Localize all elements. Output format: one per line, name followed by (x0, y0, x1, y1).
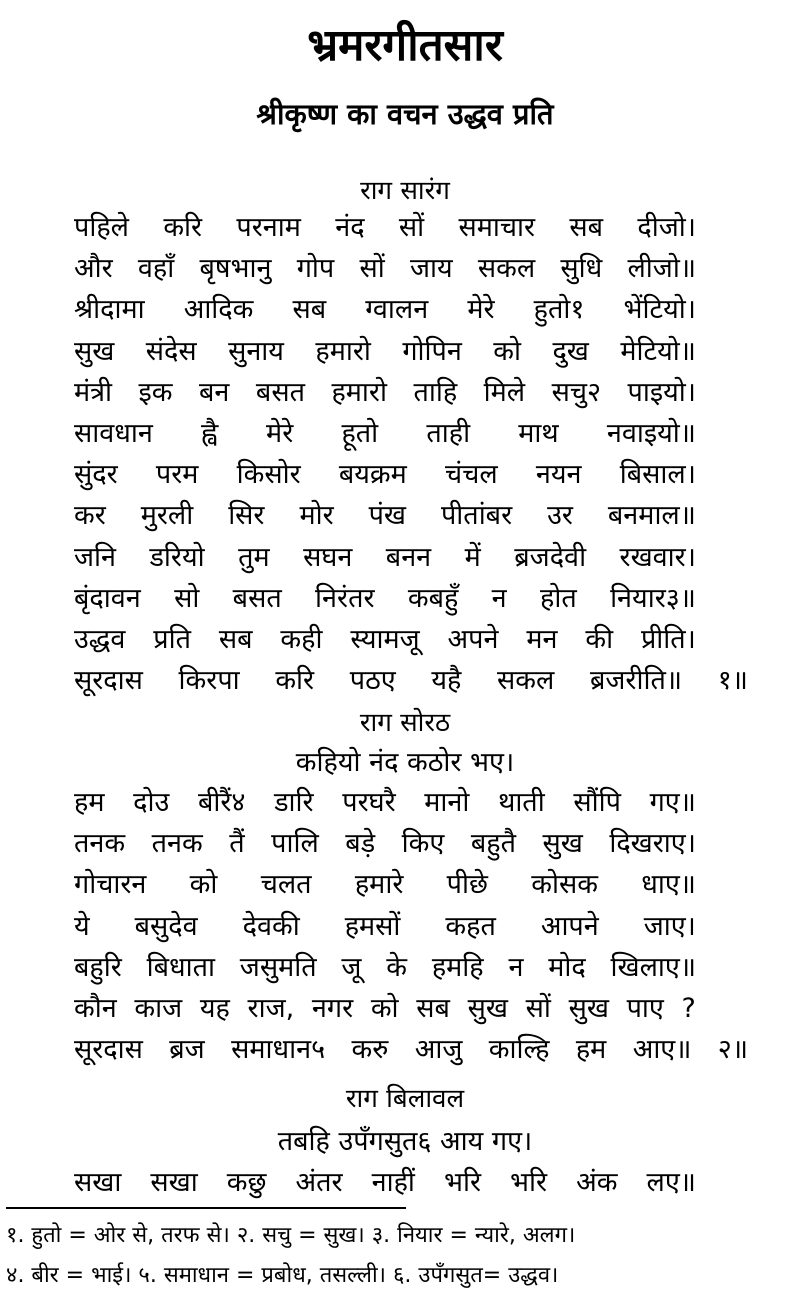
verse-line: गोचारन को चलत हमारे पीछे कोसक धाए॥ (74, 869, 696, 900)
verse-line: सूरदास ब्रज समाधान५ करु आजु काल्हि हम आए॥ २॥ (74, 1034, 748, 1065)
verse-line: तनक तनक तैं पालि बड़े किए बहुतै सुख दिखराए। (74, 828, 696, 859)
verse-line: बहुरि बिधाता जसुमति जू के हमहि न मोद खिलाए॥ (74, 952, 696, 983)
refrain-line: तबहि उपँगसुत६ आय गए। (277, 1126, 533, 1157)
verse-line: कर मुरली सिर मोर पंख पीतांबर उर बनमाल॥ (74, 500, 696, 531)
verse-line: पहिले करि परनाम नंद सों समाचार सब दीजो। (74, 212, 696, 243)
verse-line: कौन काज यह राज, नगर को सब सुख सों सुख पाए ? (74, 993, 696, 1024)
verse-line: सुंदर परम किसोर बयक्रम चंचल नयन बिसाल। (74, 459, 696, 490)
verse-line: सखा सखा कछु अंतर नाहीं भरि भरि अंक लए॥ (74, 1167, 696, 1198)
verse-line: हम दोउ बीरैं४ डारि परघरै मानो थाती सौंपि गए॥ (74, 787, 696, 818)
verse-line: उद्धव प्रति सब कही स्यामजू अपने मन की प्रीति। (74, 624, 696, 655)
raga-heading: राग सारंग (360, 176, 450, 206)
raga-heading: राग बिलावल (345, 1084, 465, 1114)
page-subtitle: श्रीकृष्ण का वचन उद्धव प्रति (256, 97, 554, 131)
page-title: भ्रमरगीतसार (307, 20, 503, 71)
verse-line: बृंदावन सो बसत निरंतर कबहुँ न होत नियार३॥ (74, 583, 696, 614)
footnote-line-1: १. हुतो = ओर से, तरफ से। २. सचु = सुख। ३. नियार = न्यारे, अलग। (6, 1223, 576, 1248)
verse-line: श्रीदामा आदिक सब ग्वालन मेरे हुतो१ भेंटियो। (74, 294, 696, 325)
raga-heading: राग सोरठ (359, 708, 451, 738)
verse-line: मंत्री इक बन बसत हमारो ताहि मिले सचु२ पाइयो। (74, 377, 696, 408)
footnote-line-2: ४. बीर = भाई। ५. समाधान = प्रबोध, तसल्ली। ६. उपँगसुत= उद्धव। (6, 1263, 559, 1288)
verse-line: जनि डरियो तुम सघन बनन में ब्रजदेवी रखवार। (74, 542, 696, 573)
verse-line: सूरदास किरपा करि पठए यहै सकल ब्रजरीति॥ १॥ (74, 665, 748, 696)
refrain-line: कहियो नंद कठोर भए। (295, 747, 515, 778)
verse-line: सावधान ह्वै मेरे हूतो ताही माथ नवाइयो॥ (74, 418, 696, 449)
footnote-divider (6, 1207, 406, 1209)
verse-line: और वहाँ बृषभानु गोप सों जाय सकल सुधि लीजो॥ (74, 253, 696, 284)
verse-line: ये बसुदेव देवकी हमसों कहत आपने जाए। (74, 911, 696, 942)
verse-line: सुख संदेस सुनाय हमारो गोपिन को दुख मेटियो॥ (74, 336, 696, 367)
